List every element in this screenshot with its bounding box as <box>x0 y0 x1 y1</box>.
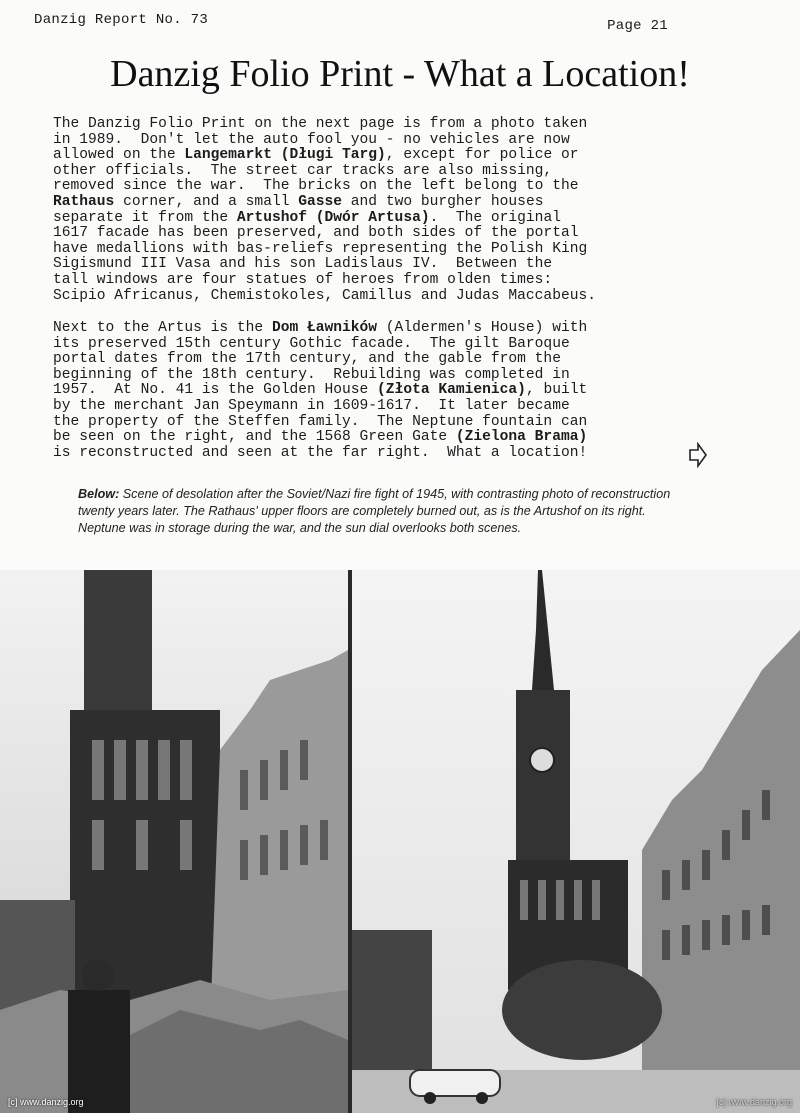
caption-lead: Below: <box>78 487 120 501</box>
right-arrow-icon <box>688 442 708 468</box>
bold-term: Artushof (Dwór Artusa) <box>236 209 430 226</box>
bold-term: Langemarkt (Długi Targ) <box>184 147 386 164</box>
bold-term: Gasse <box>298 193 343 210</box>
page-number: Page 21 <box>607 18 668 34</box>
paragraph-1: The Danzig Folio Print on the next page is from a photo taken in 1989. Don't let the auto fool you - no vehicles are now allowed on the Langemarkt (Długi Targ), except for police or other officials. The street car tracks are also missing, removed since the war. The bricks on the left belong to the Rathaus corner, and a small Gasse and two burgher houses separate it from the Artushof (Dwór Artusa). The original 1617 facade has been preserved, and both sides of the portal have medallions with bas-reliefs representing the Polish King Sigismund III Vasa and his son Ladislaus IV. Between the tall windows are four statues of heroes from olden times: Scipio Africanus, Chemistokoles, Camillus and Judas Maccabeus. <box>53 116 596 304</box>
page-title: Danzig Folio Print - What a Location! <box>110 53 690 95</box>
bold-term: Dom Ławników <box>271 320 378 336</box>
report-number: Danzig Report No. 73 <box>34 12 209 28</box>
bold-term: (Zielona Brama) <box>455 429 588 446</box>
bold-term: (Złota Kamienica) <box>377 382 526 399</box>
photo-caption <box>78 486 678 537</box>
caption-text: Scene of desolation after the Soviet/Nazi fire fight of 1945, with contrasting photo of reconstruction twenty years later. The Rathaus' upper floors are completely burned out, as is the Artushof on its right. Neptune was in storage during the war, and the sun dial overlooks both scenes. <box>78 487 671 535</box>
bold-term: Rathaus <box>53 193 115 210</box>
paragraph-2: Next to the Artus is the Dom Ławników (Aldermen's House) with its preserved 15th century Gothic facade. The gilt Baroque portal dates from the 17th century, and the gable from the beginning of the 18th century. Rebuilding was completed in 1957. At No. 41 is the Golden House (Złota Kamienica), built by the merchant Jan Speymann in 1609-1617. It later became the property of the Steffen family. The Neptune fountain can be seen on the right, and the 1568 Green Gate (Zielona Brama) is reconstructed and seen at the far right. What a location! <box>53 320 588 461</box>
watermark-left: [c] www.danzig.org <box>8 1097 84 1107</box>
watermark-right: [c] www.danzig.org <box>716 1097 792 1107</box>
ruined-rathaus-photo <box>0 570 348 1113</box>
reconstructed-rathaus-photo <box>352 570 800 1113</box>
